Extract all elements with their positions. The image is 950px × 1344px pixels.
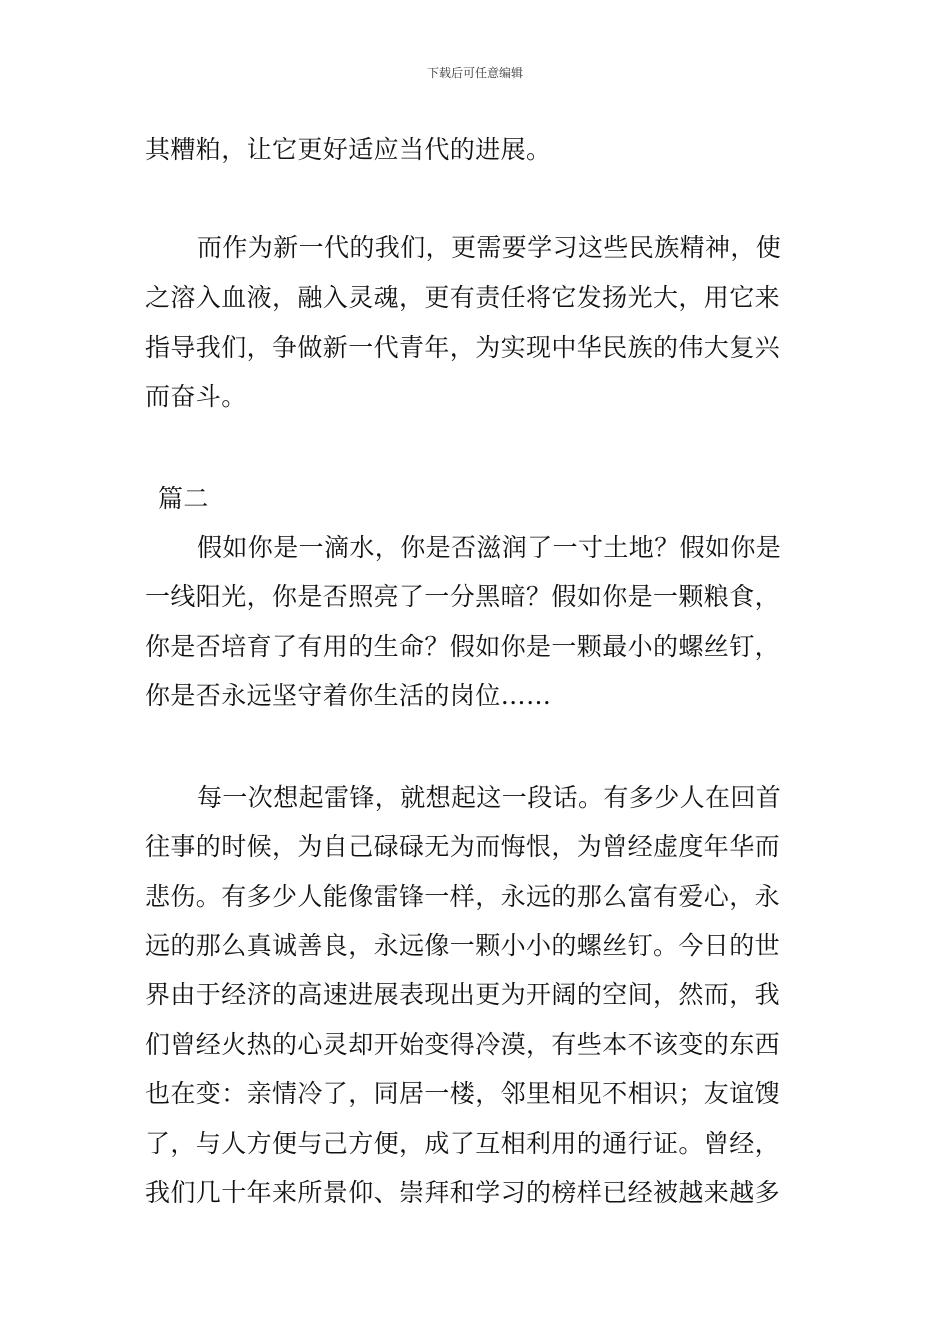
body-line: 你是否永远坚守着你生活的岗位…… xyxy=(145,681,552,710)
body-line: 之溶入血液，融入灵魂，更有责任将它发扬光大，用它来 xyxy=(145,283,781,312)
body-line: 了，与人方便与己方便，成了互相利用的通行证。曾经， xyxy=(145,1129,781,1158)
body-line: 远的那么真诚善良，永远像一颗小小的螺丝钉。今日的世 xyxy=(145,931,781,960)
body-line: 而奋斗。 xyxy=(145,382,247,411)
page-header: 下载后可任意编辑 xyxy=(426,66,523,80)
body-line: 往事的时候，为自己碌碌无为而悔恨，为曾经虚度年华而 xyxy=(145,832,781,861)
body-line: 我们几十年来所景仰、崇拜和学习的榜样已经被越来越多 xyxy=(145,1178,781,1207)
body-line: 指导我们，争做新一代青年，为实现中华民族的伟大复兴 xyxy=(145,333,781,362)
paragraph-first-line: 假如你是一滴水，你是否滋润了一寸土地？假如你是 xyxy=(197,533,782,562)
body-line: 也在变：亲情冷了，同居一楼，邻里相见不相识；友谊馊 xyxy=(145,1079,781,1108)
body-line: 界由于经济的高速进展表现出更为开阔的空间，然而，我 xyxy=(145,980,781,1009)
paragraph-first-line: 每一次想起雷锋，就想起这一段话。有多少人在回首 xyxy=(197,783,782,812)
section-heading: 篇二 xyxy=(158,484,209,513)
body-line: 其糟粕，让它更好适应当代的进展。 xyxy=(145,135,552,164)
paragraph-first-line: 而作为新一代的我们，更需要学习这些民族精神，使 xyxy=(197,233,782,262)
body-line: 你是否培育了有用的生命？假如你是一颗最小的螺丝钉， xyxy=(145,632,781,661)
body-line: 悲伤。有多少人能像雷锋一样，永远的那么富有爱心，永 xyxy=(145,882,781,911)
body-line: 们曾经火热的心灵却开始变得冷漠，有些本不该变的东西 xyxy=(145,1030,781,1059)
body-line: 一线阳光，你是否照亮了一分黑暗？假如你是一颗粮食， xyxy=(145,582,781,611)
